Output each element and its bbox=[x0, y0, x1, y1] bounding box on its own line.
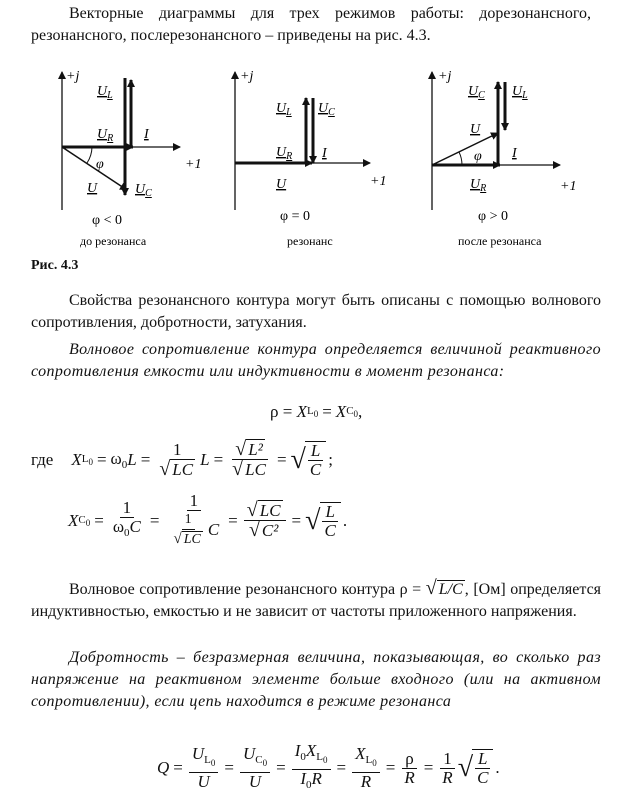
svg-text:I: I bbox=[144, 127, 149, 142]
svg-text:UC: $U_C$ bbox=[135, 182, 152, 199]
svg-text:+j: +j bbox=[438, 69, 452, 84]
figure-caption: Рис. 4.3 bbox=[31, 258, 79, 273]
paragraph-properties: Свойства резонансного контура могут быть описаны с помощью волнового сопротивления, добротности, затухания. bbox=[31, 292, 601, 331]
svg-text:U: U bbox=[87, 181, 98, 196]
formula-rho: ρ = X $L_0$ = X $C_0$ , bbox=[270, 402, 363, 421]
svg-text:U: U bbox=[470, 122, 481, 137]
paragraph-wave-impedance-value: Волновое сопротивление резонансного контура ρ = √ L/C , [Ом] определяется индуктивностью, емкостью и не зависит от частоты приложенного напряжения. bbox=[31, 577, 602, 620]
svg-text:после резонанса: после резонанса bbox=[458, 234, 542, 248]
svg-text:+1: +1 bbox=[560, 179, 577, 194]
svg-text:UL: $U_L$ bbox=[512, 84, 528, 101]
svg-text:φ: φ bbox=[96, 157, 104, 172]
svg-text:UL: $U_L$ bbox=[276, 101, 292, 118]
svg-text:I: I bbox=[512, 146, 517, 161]
svg-text:UL: $U_L$ bbox=[97, 84, 113, 101]
svg-text:UR: $U_R$ bbox=[276, 145, 293, 162]
svg-text:UC: $U_C$ bbox=[318, 101, 335, 118]
svg-text:UR: $U_R$ bbox=[97, 127, 114, 144]
svg-text:+j: +j bbox=[240, 69, 254, 84]
svg-text:+j: +j bbox=[66, 69, 80, 84]
diagram-after-resonance bbox=[432, 72, 560, 210]
svg-text:резонанс: резонанс bbox=[287, 234, 333, 248]
paragraph-quality-factor: Добротность – безразмерная величина, показывающая, во сколько раз напряжение на реактивном элементе больше входного (или на активном сопротивлении), если цепь находится в режиме резонанса bbox=[31, 649, 601, 710]
vector-diagrams bbox=[0, 60, 619, 255]
svg-text:+1: +1 bbox=[185, 157, 202, 172]
svg-text:UR: $U_R$ bbox=[470, 177, 487, 194]
svg-text:U: U bbox=[276, 177, 287, 192]
intro-paragraph: Векторные диаграммы для трех режимов работы: дорезонансного, резонансного, послерезонансного – приведены на рис. 4.3. bbox=[31, 5, 591, 44]
diagram-before-resonance bbox=[62, 72, 180, 210]
formula-xc0: X $C_0$ = $\frac{1}{\omega_0C}$ = 1 $\frac{1}{√ LC}$ C = $\frac{√ LC}{\text{√ C²}}$ = √ $\frac{L}{C}$ . bbox=[68, 491, 348, 547]
svg-text:φ: φ bbox=[474, 149, 482, 164]
svg-text:φ > 0: φ > 0 bbox=[478, 209, 508, 224]
svg-text:UC: $U_C$ bbox=[468, 84, 485, 101]
paragraph-wave-impedance: Волновое сопротивление контура определяется величиной реактивного сопротивления емкости или индуктивности в момент резонанса: bbox=[31, 341, 601, 380]
svg-text:до резонанса: до резонанса bbox=[80, 234, 147, 248]
svg-text:+1: +1 bbox=[370, 174, 387, 189]
diagram-resonance bbox=[235, 72, 370, 210]
formula-xl0: где X $L_0$ = $\omega_0$ L = $\frac{1}{√ LC}$ L = $\frac{\text{√ L²}}{√ LC}$ = √ $\frac{L}{C}$ ; bbox=[31, 438, 333, 480]
svg-text:I: I bbox=[322, 146, 327, 161]
svg-text:φ = 0: φ = 0 bbox=[280, 209, 310, 224]
svg-text:φ < 0: φ < 0 bbox=[92, 213, 122, 228]
formula-q: Q = $\frac{U_{L_0}}{U}$ = $\frac{U_{C_0}}{U}$ = $\frac{I_0X_{L_0}}{I_0R}$ = $\frac{X_{L_0}}{R}$ = $\frac{\rho}{R}$ = $\frac{1}{R}$ √ $\frac{L}{C}$ . bbox=[157, 741, 500, 791]
